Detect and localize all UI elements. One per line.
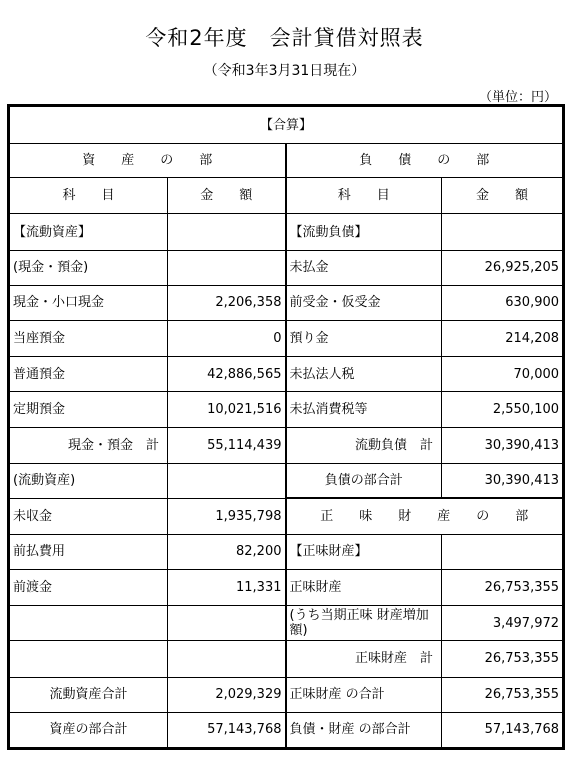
asset-amount: 0 bbox=[168, 320, 286, 356]
asset-label bbox=[9, 641, 168, 677]
document-date: （令和3年3月31日現在） bbox=[203, 63, 366, 79]
assets-amount-header: 金 額 bbox=[168, 178, 286, 214]
asset-amount bbox=[168, 214, 286, 250]
asset-label: 普通預金 bbox=[9, 357, 168, 392]
current-liabilities-subtotal-label: 流動負債 計 bbox=[286, 428, 442, 463]
asset-label: (流動資産) bbox=[9, 463, 168, 498]
liabilities-total-label: 負債の部合計 bbox=[286, 463, 442, 498]
liability-label: 前受金・仮受金 bbox=[286, 285, 442, 320]
asset-amount bbox=[168, 250, 286, 285]
liability-amount: 70,000 bbox=[442, 357, 564, 392]
asset-label: 前払費用 bbox=[9, 534, 168, 569]
asset-label: 未収金 bbox=[9, 498, 168, 534]
asset-amount: 82,200 bbox=[168, 534, 286, 569]
net-assets-increase-amount: 3,497,972 bbox=[442, 606, 564, 641]
liabilities-total: 30,390,413 bbox=[442, 463, 564, 498]
document-title: 令和2年度 会計貸借対照表 bbox=[145, 26, 424, 50]
net-assets-total: 26,753,355 bbox=[442, 677, 564, 712]
liabilities-amount-header: 金 額 bbox=[442, 178, 564, 214]
balance-sheet-table bbox=[7, 104, 565, 750]
asset-label: 現金・小口現金 bbox=[9, 285, 168, 320]
asset-label: 定期預金 bbox=[9, 392, 168, 428]
net-assets-section-header: 正 味 財 産 の 部 bbox=[286, 498, 564, 534]
net-assets-label: 正味財産 bbox=[286, 570, 442, 606]
current-assets-total-label: 流動資産合計 bbox=[9, 677, 168, 712]
liability-label: 【流動負債】 bbox=[286, 214, 442, 250]
section-title: 【合算】 bbox=[9, 106, 564, 144]
asset-amount: 11,331 bbox=[168, 570, 286, 606]
net-assets-subtotal: 26,753,355 bbox=[442, 641, 564, 677]
asset-amount: 2,206,358 bbox=[168, 285, 286, 320]
asset-amount bbox=[168, 463, 286, 498]
asset-label: 当座預金 bbox=[9, 320, 168, 356]
cash-deposits-subtotal: 55,114,439 bbox=[168, 428, 286, 463]
asset-amount: 42,886,565 bbox=[168, 357, 286, 392]
liability-amount bbox=[442, 214, 564, 250]
net-assets-total-label: 正味財産 の合計 bbox=[286, 677, 442, 712]
cash-deposits-subtotal-label: 現金・預金 計 bbox=[9, 428, 168, 463]
net-assets-amount: 26,753,355 bbox=[442, 570, 564, 606]
asset-label: (現金・預金) bbox=[9, 250, 168, 285]
liabilities-section-header: 負 債 の 部 bbox=[286, 144, 564, 178]
assets-total: 57,143,768 bbox=[168, 712, 286, 748]
liabilities-net-assets-total-label: 負債・財産 の部合計 bbox=[286, 712, 442, 748]
liability-amount: 630,900 bbox=[442, 285, 564, 320]
liability-label: 未払消費税等 bbox=[286, 392, 442, 428]
liabilities-item-header: 科 目 bbox=[286, 178, 442, 214]
unit-label: （単位：円） bbox=[478, 90, 557, 105]
liability-label: 未払法人税 bbox=[286, 357, 442, 392]
liability-amount: 2,550,100 bbox=[442, 392, 564, 428]
liability-label: 預り金 bbox=[286, 320, 442, 356]
assets-item-header: 科 目 bbox=[9, 178, 168, 214]
asset-label: 【流動資産】 bbox=[9, 214, 168, 250]
net-assets-increase-label: (うち当期正味 財産増加額) bbox=[286, 606, 442, 641]
net-assets-amount bbox=[442, 534, 564, 569]
asset-amount bbox=[168, 606, 286, 641]
asset-amount: 1,935,798 bbox=[168, 498, 286, 534]
net-assets-label: 【正味財産】 bbox=[286, 534, 442, 569]
liability-amount: 214,208 bbox=[442, 320, 564, 356]
assets-section-header: 資 産 の 部 bbox=[9, 144, 286, 178]
asset-label: 前渡金 bbox=[9, 570, 168, 606]
liability-label: 未払金 bbox=[286, 250, 442, 285]
assets-total-label: 資産の部合計 bbox=[9, 712, 168, 748]
liabilities-net-assets-total: 57,143,768 bbox=[442, 712, 564, 748]
current-liabilities-subtotal: 30,390,413 bbox=[442, 428, 564, 463]
asset-label bbox=[9, 606, 168, 641]
liability-amount: 26,925,205 bbox=[442, 250, 564, 285]
net-assets-subtotal-label: 正味財産 計 bbox=[286, 641, 442, 677]
asset-amount: 10,021,516 bbox=[168, 392, 286, 428]
asset-amount bbox=[168, 641, 286, 677]
current-assets-total: 2,029,329 bbox=[168, 677, 286, 712]
